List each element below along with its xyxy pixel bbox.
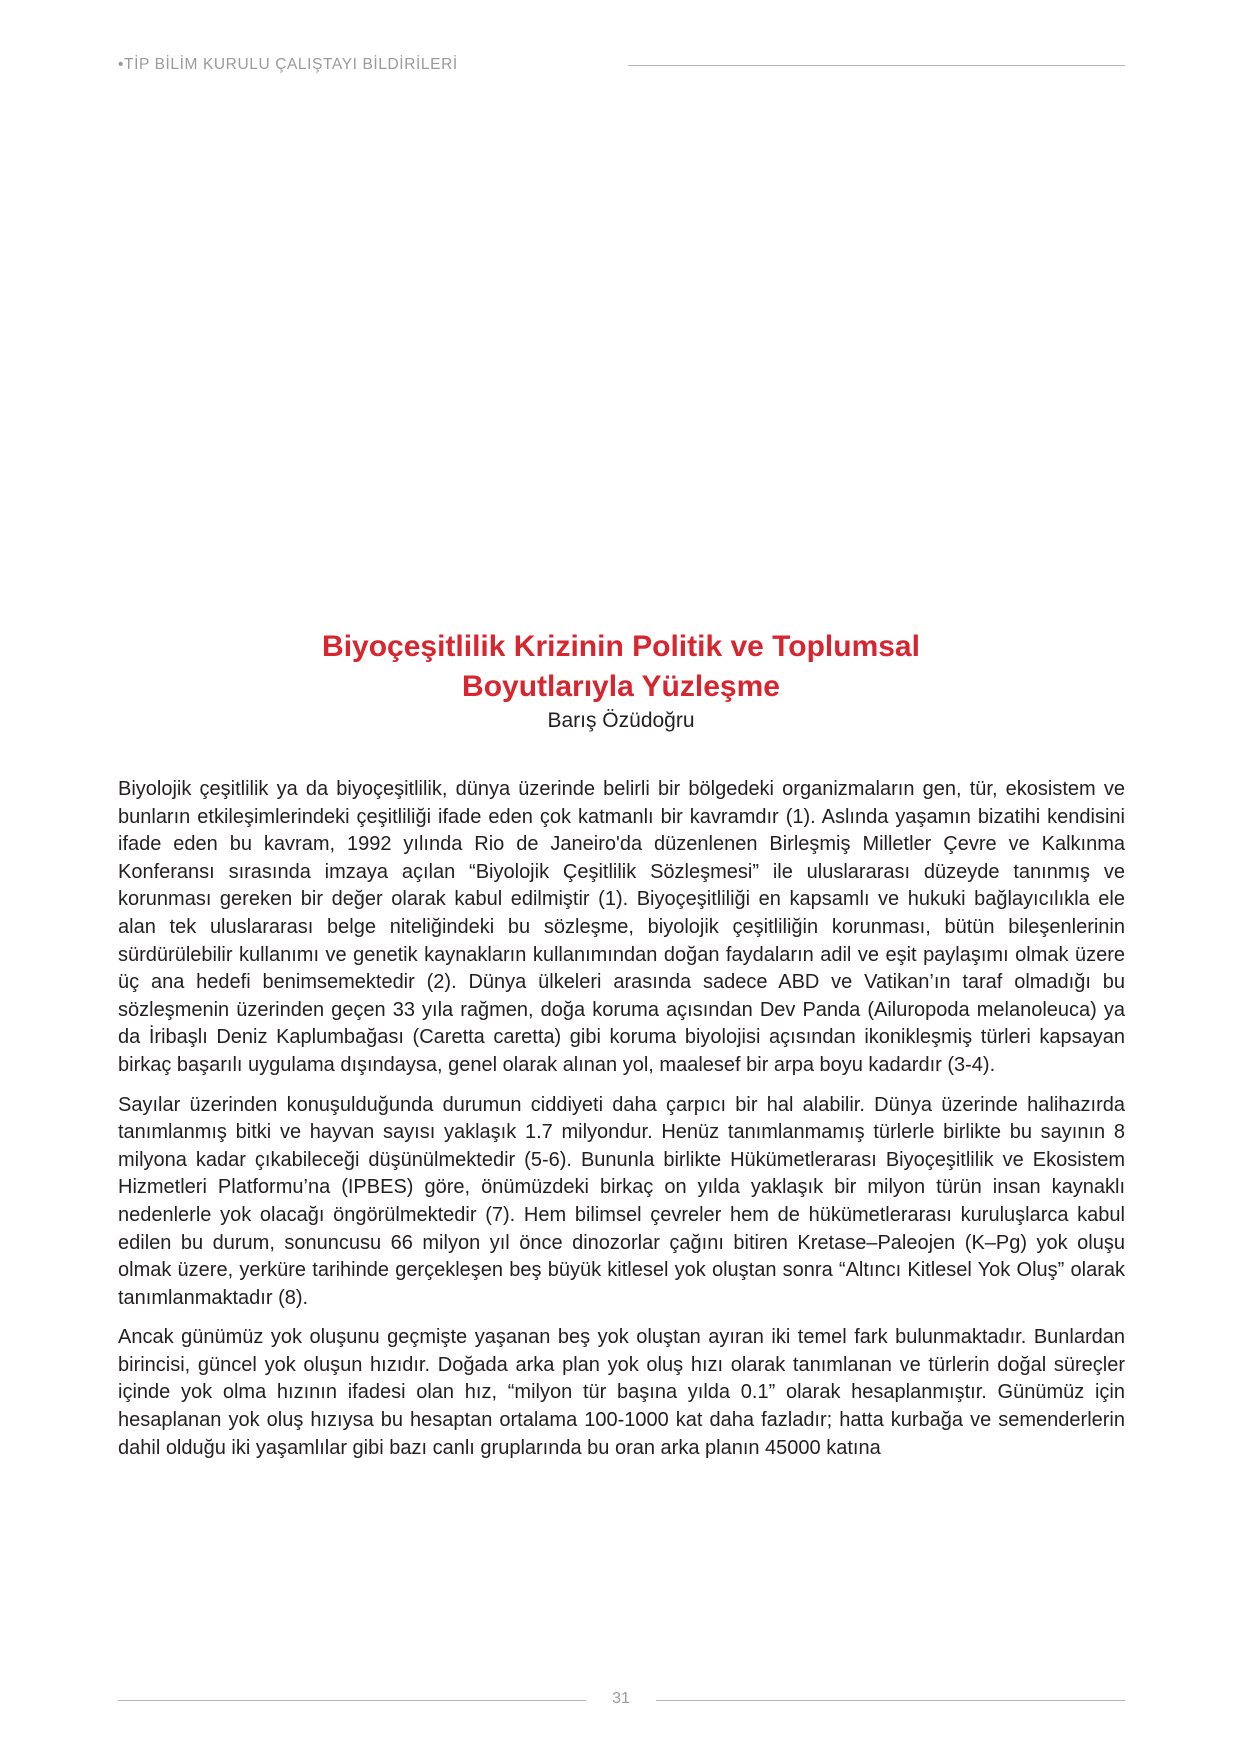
- header-divider: [628, 65, 1125, 66]
- body-paragraph-3: Ancak günümüz yok oluşunu geçmişte yaşanan beş yok oluştan ayıran iki temel fark bulunmaktadır. Bunlardan birincisi, güncel yok oluşun hızıdır. Doğada arka plan yok oluş hızı olarak tanımlanan ve türlerin doğal süreçler içinde yok olma hızının ifadesi olan hız, “milyon tür başına yılda 0.1” olarak hesaplanmıştır. Günümüz için hesaplanan yok oluş hızıysa bu hesaptan ortalama 100-1000 kat daha fazladır; hatta kurbağa ve semenderlerin dahil olduğu iki yaşamlılar gibi bazı canlı gruplarında bu oran arka planın 45000 katına: [118, 1326, 1125, 1459]
- article-body: [118, 776, 1125, 1474]
- body-paragraph-2: Sayılar üzerinden konuşulduğunda durumun ciddiyeti daha çarpıcı bir hal alabilir. Dünya üzerinde halihazırda tanımlanmış bitki ve hayvan sayısı yaklaşık 1.7 milyondur. Henüz tanımlanmamış türlerle birlikte bu sayının 8 milyona kadar çıkabileceği düşünülmektedir (5-6). Bununla birlikte Hükümetlerarası Biyoçeşitlilik ve Ekosistem Hizmetleri Platformu’na (IPBES) göre, önümüzdeki birkaç on yılda yaklaşık bir milyon türün insan kaynaklı nedenlerle yok olacağı öngörülmektedir (7). Hem bilimsel çevreler hem de hükümetlerarası kuruluşlarca kabul edilen bu durum, sonuncusu 66 milyon yıl önce dinozorlar çağını bitiren Kretase–Paleojen (K–Pg) yok oluşu olmak üzere, yerküre tarihinde gerçekleşen beş büyük kitlesel yok oluştan sonra “Altıncı Kitlesel Yok Oluş” olarak tanımlanmaktadır (8).: [118, 1093, 1125, 1309]
- article-title-line-1: Biyoçeşitlilik Krizinin Politik ve Toplumsal: [322, 630, 920, 663]
- article-title: [118, 627, 1124, 707]
- article-title-line-2: Boyutlarıyla Yüzleşme: [462, 670, 780, 703]
- body-paragraph-1: Biyolojik çeşitlilik ya da biyoçeşitlilik, dünya üzerinde belirli bir bölgedeki organizmaların gen, tür, ekosistem ve bunların etkileşimlerindeki çeşitliliği ifade eden çok katmanlı bir kavramdır (1). Aslında yaşamın bizatihi kendisini ifade eden bu kavram, 1992 yılında Rio de Janeiro'da düzenlenen Birleşmiş Milletler Çevre ve Kalkınma Konferansı sırasında imzaya açılan “Biyolojik Çeşitlilik Sözleşmesi” ile uluslararası düzeyde tanınmış ve korunması gereken bir değer olarak kabul edilmiştir (1). Biyoçeşitliliği en kapsamlı ve hukuki bağlayıcılıkla ele alan tek uluslararası belge niteliğindeki bu sözleşme, biyolojik çeşitliliğin korunması, bütün bileşenlerinin sürdürülebilir kullanımı ve genetik kaynakların kullanımından doğan faydaların adil ve eşit paylaşımı olmak üzere üç ana hedefi benimsemektedir (2). Dünya ülkeleri arasında sadece ABD ve Vatikan’ın taraf olmadığı bu sözleşmenin üzerinden geçen 33 yıla rağmen, doğa koruma açısından Dev Panda (Ailuropoda melanoleuca) ya da İribaşlı Deniz Kaplumbağası (Caretta caretta) gibi koruma biyolojisi açısından ikonikleşmiş türleri kapsayan birkaç başarılı uygulama dışındaysa, genel olarak alınan yol, maalesef bir arpa boyu kadardır (3-4).: [118, 778, 1125, 1076]
- running-header: •TİP BİLİM KURULU ÇALIŞTAYI BİLDİRİLERİ: [118, 56, 458, 73]
- article-author: Barış Özüdoğru: [547, 709, 695, 732]
- footer-divider-left: [118, 1700, 586, 1701]
- page-number: 31: [612, 1690, 630, 1707]
- footer-divider-right: [656, 1700, 1125, 1701]
